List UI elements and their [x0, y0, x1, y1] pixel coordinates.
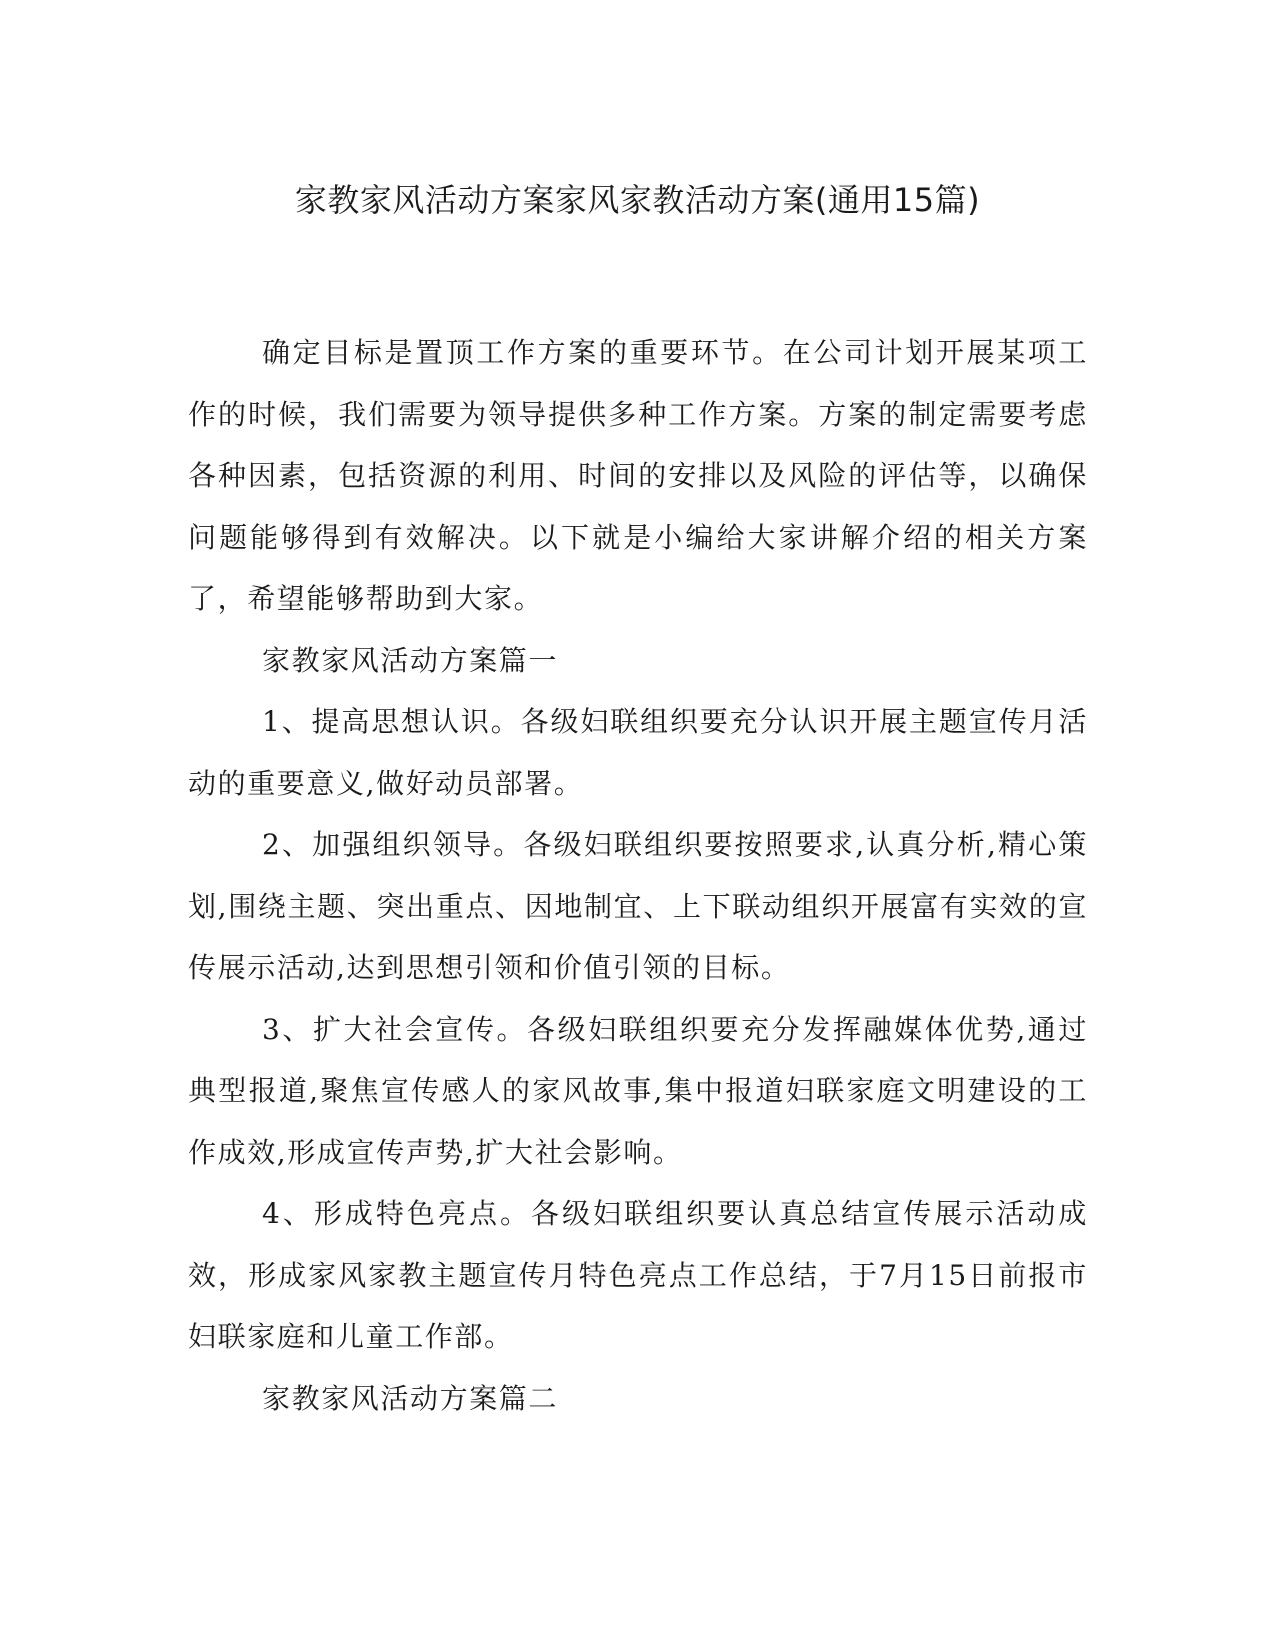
- section-heading-1: 家教家风活动方案篇一: [262, 643, 559, 677]
- document-title: 家教家风活动方案家风家教活动方案(通用15篇): [294, 181, 981, 219]
- intro-paragraph: 确定目标是置顶工作方案的重要环节。在公司计划开展某项工作的时候，我们需要为领导提供多种工作方案。方案的制定需要考虑各种因素，包括资源的利用、时间的安排以及风险的评估等，以确保问题能够得到有效解决。以下就是小编给大家讲解介绍的相关方案了，希望能够帮助到大家。: [188, 336, 1088, 615]
- section-heading-2: 家教家风活动方案篇二: [262, 1381, 559, 1415]
- list-item-4: 4、形成特色亮点。各级妇联组织要认真总结宣传展示活动成效，形成家风家教主题宣传月特色亮点工作总结，于7月15日前报市妇联家庭和儿童工作部。: [188, 1197, 1088, 1353]
- list-item-1: 1、提高思想认识。各级妇联组织要充分认识开展主题宣传月活动的重要意义,做好动员部署。: [188, 705, 1088, 800]
- document-body: [188, 322, 1088, 1429]
- list-item-2: 2、加强组织领导。各级妇联组织要按照要求,认真分析,精心策划,围绕主题、突出重点、因地制宜、上下联动组织开展富有实效的宣传展示活动,达到思想引领和价值引领的目标。: [188, 828, 1088, 984]
- list-item-3: 3、扩大社会宣传。各级妇联组织要充分发挥融媒体优势,通过典型报道,聚焦宣传感人的家风故事,集中报道妇联家庭文明建设的工作成效,形成宣传声势,扩大社会影响。: [188, 1012, 1088, 1169]
